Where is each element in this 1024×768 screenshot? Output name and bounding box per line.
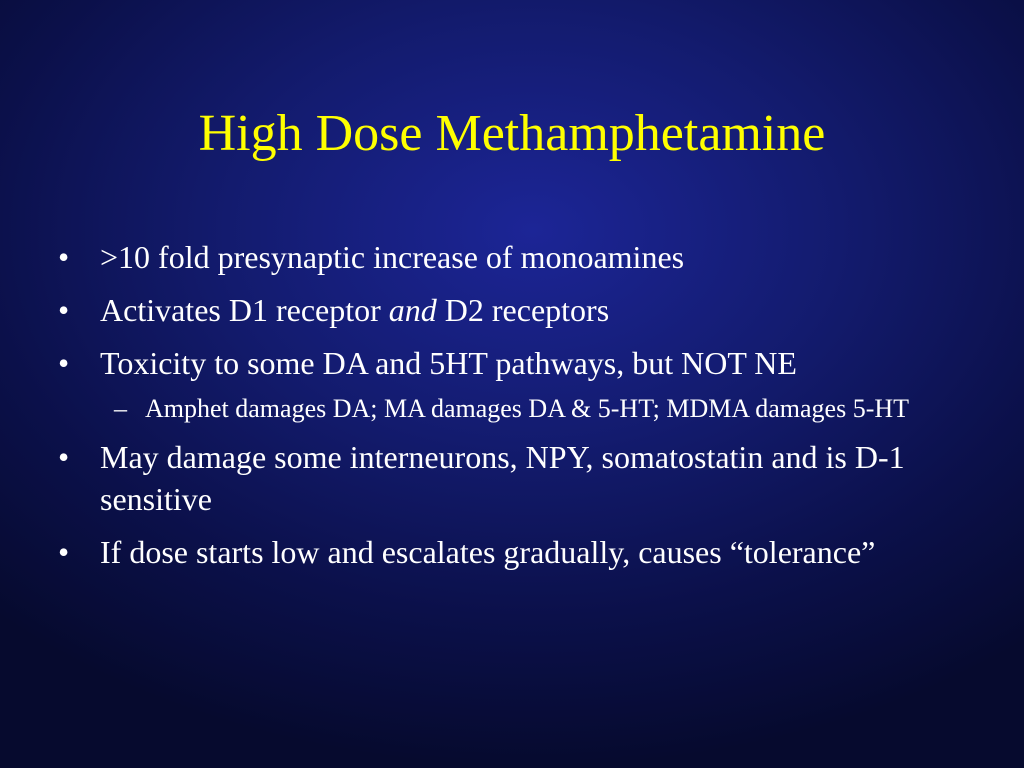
bullet-icon: • [58,292,70,328]
sub-bullet-item-1 [54,392,1004,426]
bullet-icon: • [58,345,70,381]
dash-icon: – [114,394,127,423]
bullet-item-4 [54,436,1004,520]
bullet-text: Toxicity to some DA and 5HT pathways, but NOT NE [100,345,797,381]
bullet-text-after: D2 receptors [436,292,610,328]
slide-title: High Dose Methamphetamine [198,105,826,162]
bullet-item-2 [54,289,1004,331]
bullet-icon: • [58,239,70,275]
bullet-icon: • [58,534,70,570]
bullet-item-1 [54,236,1004,278]
bullet-prefix: > [100,239,119,275]
sub-bullet-text: Amphet damages DA; MA damages DA & 5-HT; MDMA damages 5-HT [145,394,910,423]
bullet-text: If dose starts low and escalates gradually, causes “tolerance” [100,534,876,570]
bullet-emphasis: and [388,292,437,328]
bullet-text: 10 fold presynaptic increase of monoamines [118,239,685,275]
bullet-item-5 [54,531,1004,573]
bullet-list [54,236,1004,584]
bullet-text-before: Activates D1 receptor [100,292,389,328]
bullet-icon: • [58,439,70,475]
bullet-text: May damage some interneurons, NPY, somatostatin and is D-1 sensitive [100,439,905,517]
bullet-item-3 [54,342,1004,384]
